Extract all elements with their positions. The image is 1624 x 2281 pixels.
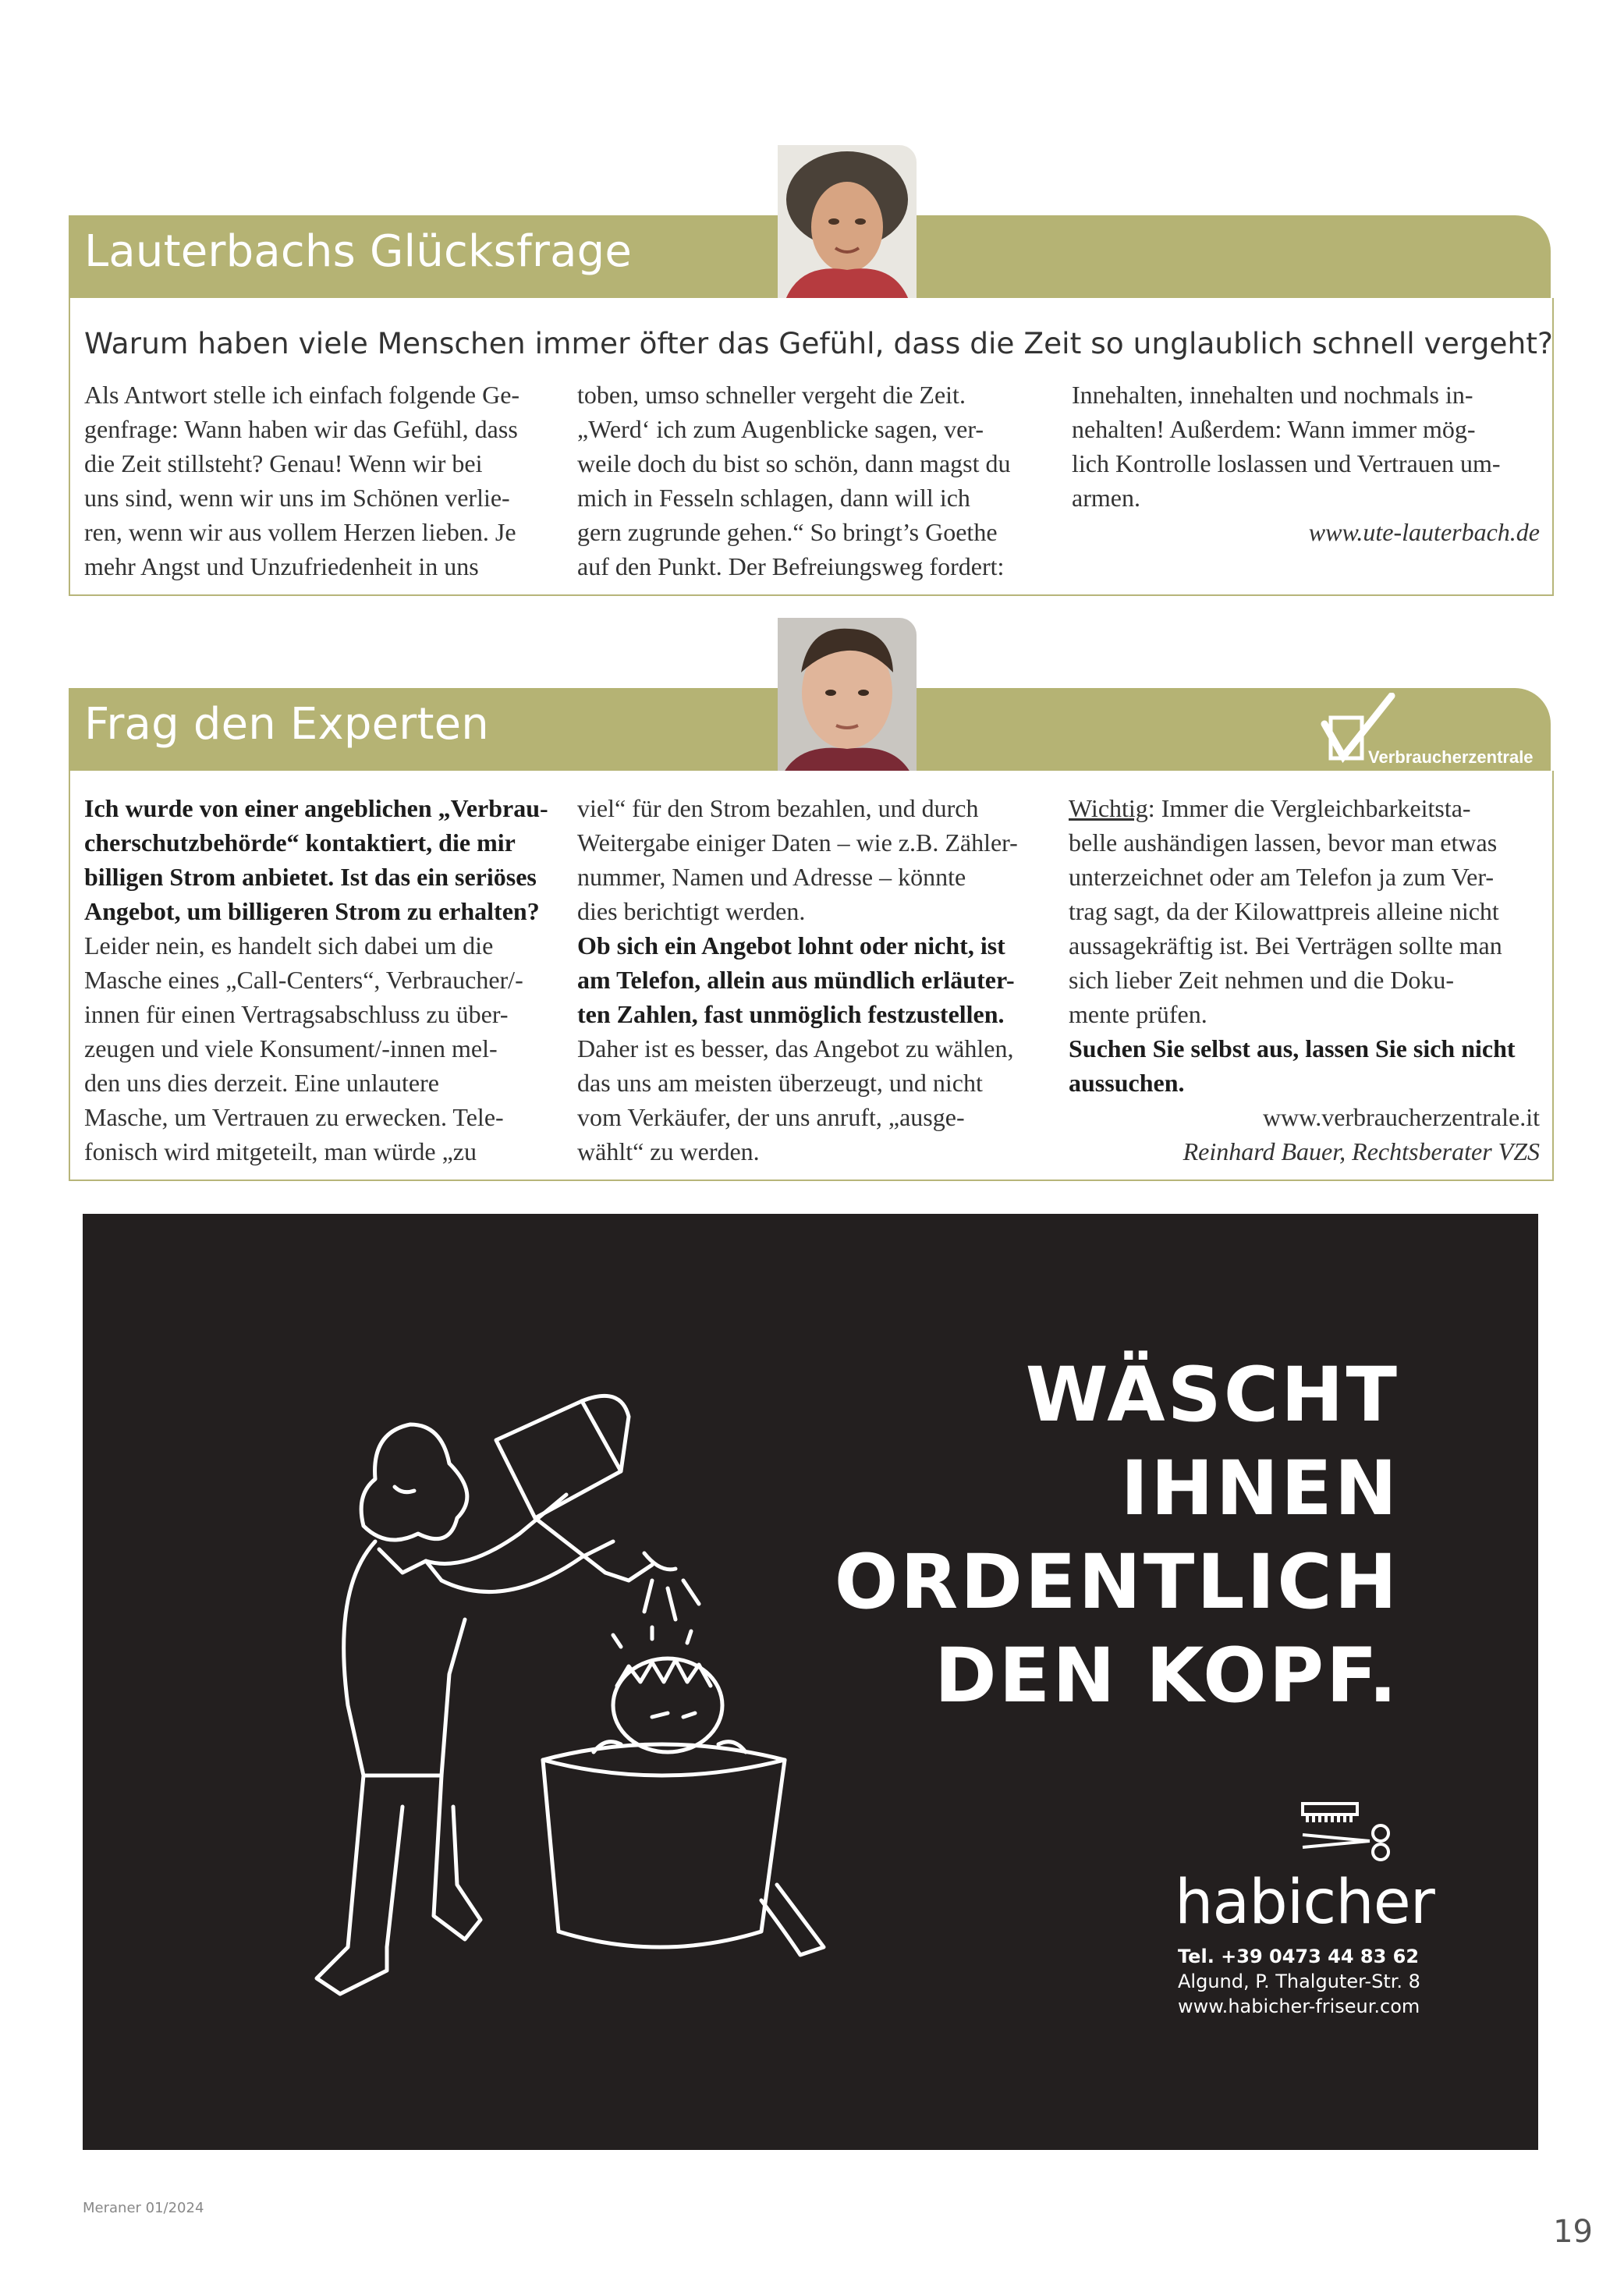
- issue-label: Meraner 01/2024: [83, 2200, 204, 2216]
- text-line: viel“ für den Strom bezahlen, und durch: [577, 794, 979, 822]
- headline-line: IHNEN: [1120, 1445, 1399, 1532]
- vzs-website[interactable]: www.verbraucherzentrale.it: [1262, 1103, 1540, 1131]
- text-line: belle aushändigen lassen, bevor man etwas: [1069, 828, 1498, 857]
- text-line: unterzeichnet oder am Telefon ja zum Ver-: [1069, 863, 1495, 891]
- text-line: zeugen und viele Konsument/-innen mel-: [84, 1034, 498, 1062]
- text-line: weile doch du bist so schön, dann magst du: [577, 449, 1011, 477]
- address: Algund, P. Thalguter-Str. 8: [1178, 1971, 1420, 1992]
- question: Warum haben viele Menschen immer öfter das Gefühl, dass die Zeit so unglaublich schnell vergeht?: [84, 326, 1553, 360]
- phone[interactable]: Tel. +39 0473 44 83 62: [1178, 1946, 1420, 1967]
- logo-label: Verbraucherzentrale: [1368, 747, 1534, 767]
- text-line: die Zeit stillsteht? Genau! Wenn wir bei: [84, 449, 483, 477]
- text-line: sich lieber Zeit nehmen und die Doku-: [1069, 966, 1455, 994]
- text-line: vom Verkäufer, der uns anruft, „ausge-: [577, 1103, 965, 1131]
- habicher-advertisement[interactable]: [83, 1214, 1538, 2150]
- column-3: [1072, 378, 1540, 549]
- question-line: Angebot, um billigeren Strom zu erhalten?: [84, 897, 540, 925]
- text-line: [1069, 791, 1540, 825]
- author-website[interactable]: www.ute-lauterbach.de: [1308, 518, 1540, 546]
- text-line: den uns dies derzeit. Eine unlautere: [84, 1069, 439, 1097]
- text-line: armen.: [1072, 484, 1140, 512]
- author-credit: Reinhard Bauer, Rechtsberater VZS: [1183, 1137, 1540, 1165]
- question-line: Ich wurde von einer angeblichen „Verbrau-: [84, 794, 548, 822]
- section-title: Lauterbachs Glücksfrage: [84, 226, 633, 277]
- contact-info: [1178, 1944, 1420, 2019]
- text-line: dies berichtigt werden.: [577, 897, 806, 925]
- column-3: [1069, 791, 1540, 1169]
- author-photo: [778, 145, 917, 300]
- comb-scissors-icon: [1300, 1796, 1401, 1874]
- bold-line: aussuchen.: [1069, 1069, 1185, 1097]
- section-title: Frag den Experten: [84, 699, 489, 750]
- column-1: [84, 378, 552, 584]
- bold-line: Ob sich ein Angebot lohnt oder nicht, ist: [577, 931, 1005, 960]
- ad-headline: [835, 1348, 1399, 1722]
- text-line: Leider nein, es handelt sich dabei um die: [84, 931, 494, 960]
- text-line: mehr Angst und Unzufriedenheit in uns: [84, 552, 479, 580]
- text-line: innen für einen Vertragsabschluss zu über-: [84, 1000, 509, 1028]
- text-line: wählt“ zu werden.: [577, 1137, 760, 1165]
- text-line: „Werd‘ ich zum Augenblicke sagen, ver-: [577, 415, 984, 443]
- headline-line: ORDENTLICH: [834, 1538, 1399, 1626]
- question-line: billigen Strom anbietet. Ist das ein seriöses: [84, 863, 537, 891]
- text-line: uns sind, wenn wir uns im Schönen verlie-: [84, 484, 510, 512]
- text-line: ren, wenn wir aus vollem Herzen lieben. Je: [84, 518, 516, 546]
- text-line: das uns am meisten überzeugt, und nicht: [577, 1069, 983, 1097]
- text-line: Masche eines „Call-Centers“, Verbraucher/-: [84, 966, 523, 994]
- text-line: Daher ist es besser, das Angebot zu wählen,: [577, 1034, 1014, 1062]
- text-line: aussagekräftig ist. Bei Verträgen sollte man: [1069, 931, 1502, 960]
- text-line: genfrage: Wann haben wir das Gefühl, dass: [84, 415, 518, 443]
- wichtig-label: Wichtig: [1069, 794, 1148, 822]
- text-line: fonisch wird mitgeteilt, man würde „zu: [84, 1137, 477, 1165]
- ad-website[interactable]: www.habicher-friseur.com: [1178, 1995, 1420, 2017]
- text-line: mich in Fesseln schlagen, dann will ich: [577, 484, 970, 512]
- text-fragment: : Immer die Vergleichbarkeitsta-: [1147, 794, 1471, 822]
- column-2: [577, 791, 1055, 1169]
- text-line: nehalten! Außerdem: Wann immer mög-: [1072, 415, 1476, 443]
- page-number: 19: [1553, 2214, 1593, 2250]
- text-line: trag sagt, da der Kilowattpreis alleine nicht: [1069, 897, 1499, 925]
- headline-line: WÄSCHT: [1025, 1351, 1399, 1438]
- text-line: nummer, Namen und Adresse – könnte: [577, 863, 966, 891]
- bold-line: am Telefon, allein aus mündlich erläuter-: [577, 966, 1015, 994]
- question-line: cherschutzbehörde“ kontaktiert, die mir: [84, 828, 516, 857]
- text-line: auf den Punkt. Der Befreiungsweg fordert:: [577, 552, 1005, 580]
- text-line: lich Kontrolle loslassen und Vertrauen um-: [1072, 449, 1501, 477]
- headline-line: DEN KOPF.: [934, 1632, 1399, 1719]
- expert-photo: [778, 618, 917, 772]
- verbraucherzentrale-logo: [1314, 693, 1540, 768]
- text-line: Innehalten, innehalten und nochmals in-: [1072, 381, 1473, 409]
- column-2: [577, 378, 1053, 584]
- text-line: Masche, um Vertrauen zu erwecken. Tele-: [84, 1103, 504, 1131]
- text-line: gern zugrunde gehen.“ So bringt’s Goethe: [577, 518, 998, 546]
- text-line: mente prüfen.: [1069, 1000, 1207, 1028]
- bold-line: ten Zahlen, fast unmöglich festzustellen.: [577, 1000, 1005, 1028]
- brand-logo: habicher: [1175, 1868, 1434, 1938]
- text-line: toben, umso schneller vergeht die Zeit.: [577, 381, 966, 409]
- bold-line: Suchen Sie selbst aus, lassen Sie sich nicht: [1069, 1034, 1516, 1062]
- text-line: Weitergabe einiger Daten – wie z.B. Zähler-: [577, 828, 1018, 857]
- text-line: Als Antwort stelle ich einfach folgende Ge-: [84, 381, 520, 409]
- column-1: [84, 791, 560, 1169]
